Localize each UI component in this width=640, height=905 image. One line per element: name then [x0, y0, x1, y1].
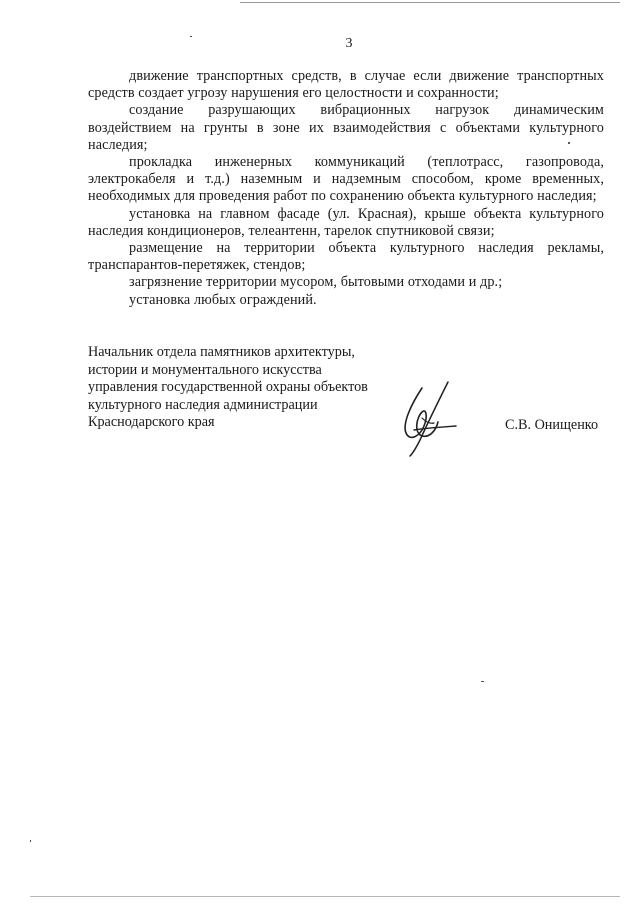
- scan-speck: [568, 142, 570, 144]
- scan-speck: [190, 36, 192, 37]
- position-line: культурного наследия администрации: [88, 396, 318, 413]
- position-line: истории и монументального искусства: [88, 361, 322, 378]
- scan-edge-bottom: [30, 896, 620, 897]
- paragraph-utilities: прокладка инженерных коммуникаций (теплотрасс, газопровода, электрокабеля и т.д.) наземным и надземным способом, кроме временных, необходимых для проведения работ по сохранению объекта культурного наследия;: [88, 154, 604, 205]
- handwritten-signature: [392, 378, 462, 458]
- page-number: 3: [345, 36, 353, 51]
- scan-speck: [481, 681, 484, 682]
- signatory-position: [88, 344, 388, 432]
- paragraph-pollution: загрязнение территории мусором, бытовыми отходами и др.;: [129, 274, 503, 291]
- paragraph-vibration: создание разрушающих вибрационных нагрузок динамическим воздействием на грунты в зоне их взаимодействия с объектами культурного наследия;: [88, 102, 604, 153]
- paragraph-facade-equipment: установка на главном фасаде (ул. Красная), крыше объекта культурного наследия кондиционеров, телеантенн, тарелок спутниковой связи;: [88, 205, 604, 239]
- paragraph-transport: движение транспортных средств, в случае если движение транспортных средств создает угрозу нарушения его целостности и сохранности;: [88, 68, 604, 102]
- position-line: управления государственной охраны объектов: [88, 379, 368, 396]
- paragraph-fencing: установка любых ограждений.: [129, 291, 317, 308]
- paragraph-advertising: размещение на территории объекта культурного наследия рекламы, транспарантов-перетяжек, стендов;: [88, 240, 604, 274]
- position-line: Начальник отдела памятников архитектуры,: [88, 344, 355, 360]
- scan-speck: [30, 840, 31, 842]
- position-line: Краснодарского края: [88, 414, 215, 431]
- signer-name: С.В. Онищенко: [505, 417, 599, 433]
- document-body: [88, 68, 604, 309]
- scan-edge-top: [240, 2, 620, 3]
